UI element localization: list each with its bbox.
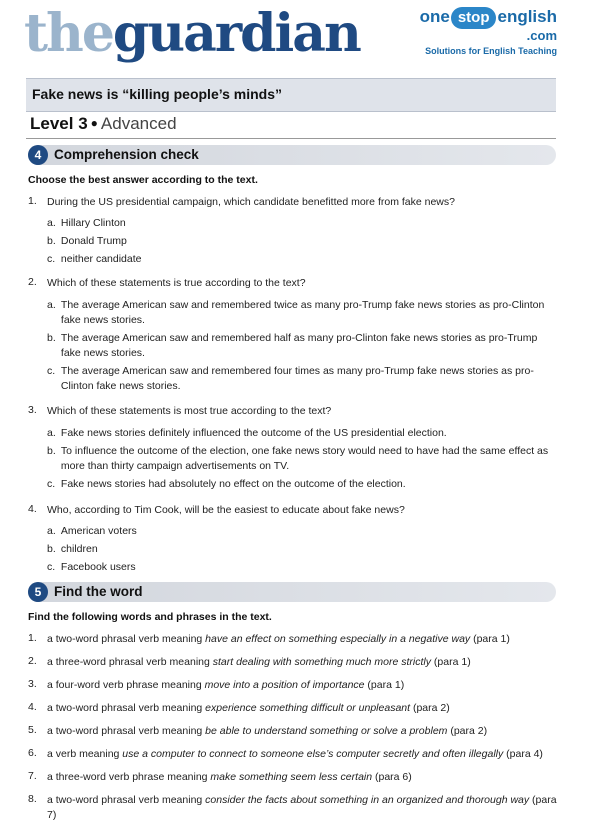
item-meaning: be able to understand something or solve a problem [205,725,448,737]
answer-option [47,444,557,474]
find-word-item [47,632,557,647]
option-text: American voters [60,525,137,537]
option-letter: b. [47,445,56,457]
section-4-number: 4 [28,145,48,165]
option-letter: a. [47,525,56,537]
question-text: Who, according to Tim Cook, will be the easiest to educate about fake news? [47,504,405,516]
page-header [0,0,601,70]
item-number: 5. [28,724,37,736]
item-para: (para 1) [431,656,471,668]
item-meaning: have an effect on something especially in a negative way [205,633,471,645]
answer-option [47,216,557,231]
item-para: (para 2) [447,725,488,737]
option-letter: b. [47,332,56,344]
ose-stop: stop [451,7,497,29]
option-text: Hillary Clinton [60,217,126,229]
guardian-logo-name: guardian [112,3,360,64]
answer-option [47,252,557,267]
answer-option [47,477,557,492]
item-number: 1. [28,632,37,644]
option-letter: c. [47,365,56,377]
section-4-instruction: Choose the best answer according to the text. [28,174,258,186]
option-text: Donald Trump [60,235,127,247]
item-text: a verb meaning [47,748,123,760]
level-divider [26,138,556,139]
guardian-logo-the: the [24,3,113,64]
option-text: The average American saw and remembered half as many pro-Clinton fake news stories as pro-Trump fake news stories. [60,332,538,359]
item-meaning: consider the facts about something in an organized and thorough way [205,794,530,806]
answer-option [47,542,557,557]
question-number: 3. [28,404,37,416]
item-para: (para 4) [503,748,543,760]
onestopenglish-logo [420,6,557,57]
ose-one: one [419,7,450,26]
option-letter: b. [47,543,56,555]
question-text: Which of these statements is most true according to the text? [47,405,332,417]
title-bar [26,78,556,112]
option-text: Facebook users [60,561,136,573]
item-meaning: experience something difficult or unpleasant [205,702,411,714]
option-text: Fake news stories definitely influenced the outcome of the US presidential election. [60,427,447,439]
guardian-logo [24,0,360,74]
item-number: 8. [28,793,37,805]
item-text: a two-word phrasal verb meaning [47,633,206,645]
ose-english: english [497,7,557,26]
item-text: a four-word verb phrase meaning [47,679,205,691]
find-word-item [47,747,557,762]
find-word-item [47,724,557,739]
answer-option [47,298,557,328]
answer-option [47,234,557,249]
answer-option [47,364,557,394]
option-text: children [60,543,98,555]
level-dot: ● [90,116,98,130]
item-number: 3. [28,678,37,690]
answer-option [47,524,557,539]
item-para: (para 7) [47,794,557,821]
find-word-item [47,770,557,785]
item-meaning: make something seem less certain [210,771,373,783]
ose-com: .com [526,28,557,43]
section-4-title: Comprehension check [54,147,199,162]
section-5-title: Find the word [54,584,143,599]
find-word-item [47,678,557,693]
find-word-item [47,655,557,670]
option-letter: c. [47,253,56,265]
item-text: a two-word phrasal verb meaning [47,702,206,714]
item-text: a two-word phrasal verb meaning [47,794,206,806]
option-letter: c. [47,561,56,573]
option-letter: a. [47,217,56,229]
level-name: Advanced [100,114,177,133]
item-number: 6. [28,747,37,759]
option-letter: b. [47,235,56,247]
item-meaning: start dealing with something much more strictly [212,656,432,668]
level-label: Level 3 [30,114,88,133]
answer-option [47,331,557,361]
item-text: a two-word phrasal verb meaning [47,725,206,737]
question-number: 1. [28,195,37,207]
section-5-number: 5 [28,582,48,602]
section-5-header [28,582,556,602]
item-meaning: move into a position of importance [204,679,365,691]
option-text: Fake news stories had absolutely no effect on the outcome of the election. [60,478,406,490]
option-letter: a. [47,427,56,439]
item-number: 4. [28,701,37,713]
item-number: 2. [28,655,37,667]
option-text: neither candidate [60,253,142,265]
answer-option [47,560,557,575]
item-para: (para 1) [364,679,405,691]
find-word-item [47,793,557,823]
question-number: 4. [28,503,37,515]
answer-option [47,426,557,441]
option-text: The average American saw and remembered four times as many pro-Trump fake news stories as pro-Clinton fake news stories. [60,365,534,392]
item-text: a three-word verb phrase meaning [47,771,211,783]
question-number: 2. [28,276,37,288]
find-word-item [47,701,557,716]
option-text: The average American saw and remembered twice as many pro-Trump fake news stories as pro-Clinton fake news stories. [60,299,545,326]
question-text: During the US presidential campaign, which candidate benefitted more from fake news? [47,196,455,208]
option-letter: a. [47,299,56,311]
section-5-instruction: Find the following words and phrases in the text. [28,611,272,623]
item-para: (para 2) [410,702,450,714]
item-para: (para 6) [372,771,412,783]
ose-tagline: Solutions for English Teaching [425,46,557,56]
item-number: 7. [28,770,37,782]
item-para: (para 1) [470,633,510,645]
item-text: a three-word phrasal verb meaning [47,656,213,668]
page-title: Fake news is “killing people’s minds” [32,86,282,102]
option-text: To influence the outcome of the election, one fake news story would need to have had the same effect as more than thirty campaign advertisements on TV. [60,445,549,472]
item-meaning: use a computer to connect to someone else’s computer secretly and often illegally [122,748,504,760]
section-4-header [28,145,556,165]
question-text: Which of these statements is true according to the text? [47,277,306,289]
level-heading [30,114,177,134]
option-letter: c. [47,478,56,490]
